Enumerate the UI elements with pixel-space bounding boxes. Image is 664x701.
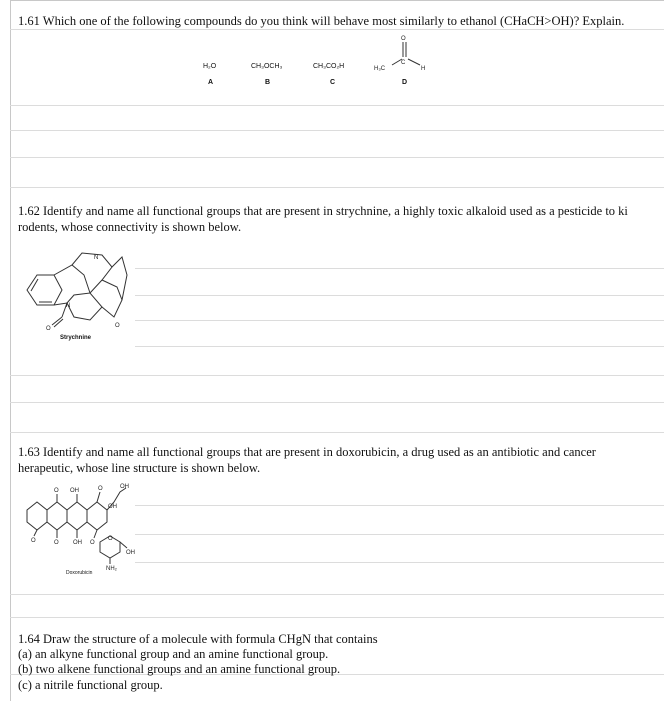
hydroxyl-label: OH — [108, 504, 117, 510]
oxygen-atom-label: O — [98, 486, 103, 492]
rule-line — [10, 29, 664, 30]
compound-c-letter: C — [330, 79, 336, 86]
oxygen-atom-label: O — [108, 536, 113, 542]
doxorubicin-caption: Doxorubicin — [66, 570, 93, 576]
rule-line — [10, 157, 664, 158]
compound-c-formula: CH₃CO₂H — [313, 63, 345, 70]
rule-line — [135, 534, 664, 535]
question-1-62-line1: 1.62 Identify and name all functional groups that are present in strychnine, a highly toxic alkaloid used as a pesticide to ki — [18, 204, 628, 218]
question-1-62-line2: rodents, whose connectivity is shown below. — [18, 220, 242, 234]
rule-line — [10, 432, 664, 433]
question-1-64-line2: (a) an alkyne functional group and an amine functional group. — [18, 647, 329, 661]
oxygen-atom-label: O — [401, 36, 406, 42]
hydroxyl-label: OH — [70, 488, 79, 494]
compound-a-formula: H₂O — [203, 63, 217, 70]
rule-line — [10, 187, 664, 188]
rule-line — [135, 320, 664, 321]
question-1-64-line4: (c) a nitrile functional group. — [18, 678, 163, 692]
hydroxyl-label: OH — [126, 550, 135, 556]
rule-line — [10, 375, 664, 376]
doxorubicin-structure — [22, 480, 142, 570]
rule-line — [10, 105, 664, 106]
compound-d-letter: D — [402, 79, 408, 86]
rule-line — [135, 505, 664, 506]
rule-line — [10, 402, 664, 403]
strychnine-caption: Strychnine — [60, 335, 92, 341]
oxygen-atom-label: O — [115, 323, 120, 329]
rule-line — [135, 268, 664, 269]
rule-line — [10, 130, 664, 131]
oxygen-atom-label: O — [46, 326, 51, 332]
question-1-61-text: 1.61 Which one of the following compounds do you think will behave most similarly to ethanol (CHaCH>OH)? Explain. — [18, 14, 625, 28]
rule-line — [135, 346, 664, 347]
oxygen-atom-label: O — [31, 538, 36, 544]
methyl-label: H₃C — [374, 66, 386, 72]
question-1-64-line1: 1.64 Draw the structure of a molecule with formula CHgN that contains — [18, 632, 378, 646]
compound-b-formula: CH₃OCH₃ — [251, 63, 283, 70]
oxygen-atom-label: O — [54, 488, 59, 494]
oxygen-atom-label: O — [54, 540, 59, 546]
question-1-63-line1: 1.63 Identify and name all functional groups that are present in doxorubicin, a drug used as an antibiotic and cancer — [18, 445, 596, 459]
amine-label: NH₂ — [106, 566, 117, 572]
hydrogen-atom-label: H — [421, 66, 426, 72]
acetaldehyde-structure — [370, 32, 440, 82]
question-1-64-line3: (b) two alkene functional groups and an amine functional group. — [18, 662, 341, 676]
carbon-atom-label: C — [401, 60, 406, 66]
oxygen-atom-label: O — [90, 540, 95, 546]
compound-b-letter: B — [265, 79, 271, 86]
compound-a-letter: A — [208, 79, 214, 86]
strychnine-structure — [22, 245, 142, 335]
hydroxyl-label: OH — [73, 540, 82, 546]
rule-line — [10, 594, 664, 595]
question-1-63-line2: herapeutic, whose line structure is shown below. — [18, 461, 261, 475]
rule-line — [10, 617, 664, 618]
hydroxyl-label: OH — [120, 484, 129, 490]
rule-line — [135, 562, 664, 563]
nitrogen-atom-label: N — [94, 255, 99, 261]
nitrogen-atom-label: N — [66, 303, 71, 309]
rule-line — [135, 295, 664, 296]
